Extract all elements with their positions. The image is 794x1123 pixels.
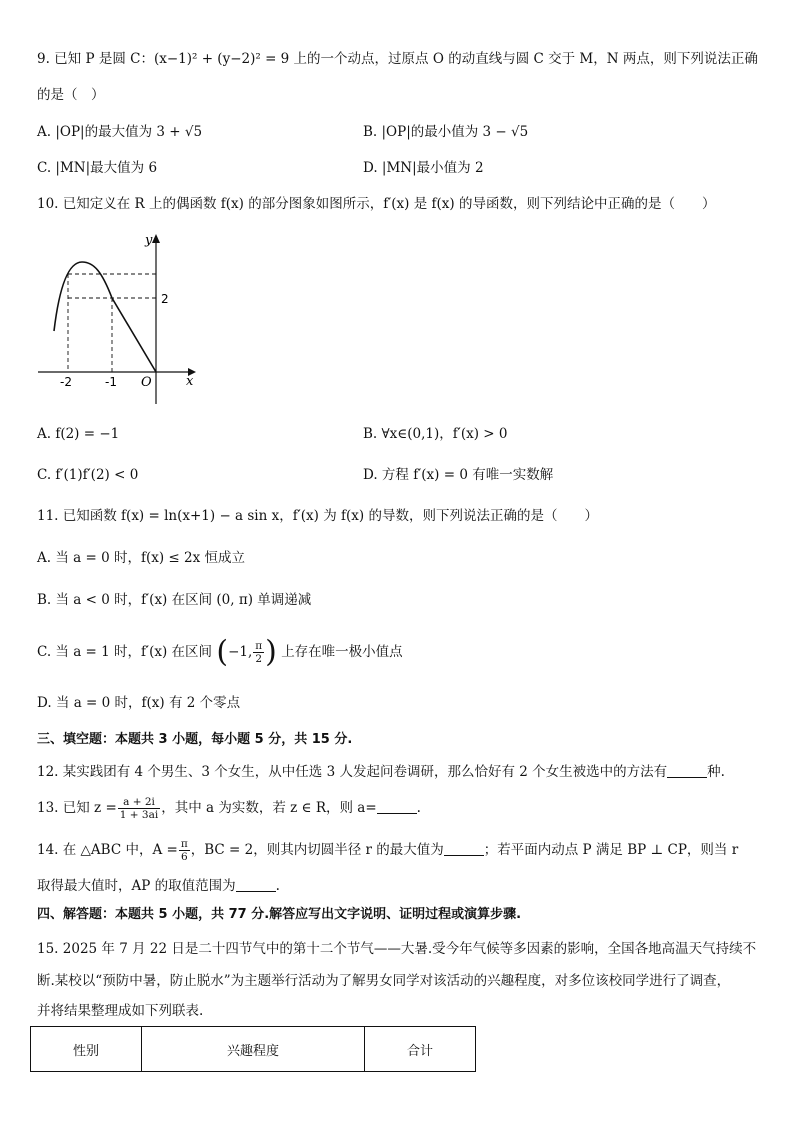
- q13-answer-blank: [377, 799, 417, 814]
- q14-text-mid2: ；若平面内动点 P 满足 BP ⊥ CP，则当 r: [483, 842, 739, 858]
- q9-stem-line1: 9. 已知 P 是圆 C：(x−1)² + (y−2)² = 9 上的一个动点，过原点 O 的动直线与圆 C 交于 M，N 两点，则下列说法正确: [37, 51, 758, 67]
- x-axis-label: x: [186, 374, 194, 389]
- q10-option-c: C. f′(1)f′(2) < 0: [37, 467, 139, 483]
- origin-label: O: [141, 375, 152, 390]
- q14-text-line2: 取得最大值时，AP 的取值范围为: [37, 878, 236, 894]
- q11-option-c-fraction: [253, 640, 264, 665]
- x-tick-label-neg1: -1: [105, 375, 117, 389]
- paren-right: ): [265, 634, 277, 670]
- y-axis-arrow-icon: [152, 234, 160, 243]
- q9-option-b: B. |OP|的最小值为 3 − √5: [363, 124, 529, 140]
- q11-option-c-pre: C. 当 a = 1 时，f′(x) 在区间: [37, 644, 213, 660]
- q12-text-end: 种.: [707, 764, 725, 780]
- q13-text: 13. 已知 z =: [37, 800, 117, 816]
- q11-option-c: [37, 636, 403, 668]
- q14-fraction: [179, 838, 190, 863]
- q15-line3: 并将结果整理成如下列联表.: [37, 1003, 204, 1019]
- q14-answer-blank-1: [444, 841, 484, 856]
- section-4-heading: 四、解答题：本题共 5 小题，共 77 分.解答应写出文字说明、证明过程或演算步骤.: [37, 907, 522, 922]
- q11-option-c-interval-left: −1,: [228, 644, 253, 660]
- fraction-denominator: 6: [180, 851, 188, 863]
- table-header-row: [31, 1027, 476, 1072]
- q13-text-mid: ，其中 a 为实数，若 z ∈ R，则 a=: [161, 800, 377, 816]
- q12: [37, 763, 725, 781]
- y-axis-label: y: [145, 233, 153, 248]
- q15-line1: 15. 2025 年 7 月 22 日是二十四节气中的第十二个节气——大暑.受今年气候等多因素的影响，全国各地高温天气持续不: [37, 941, 757, 957]
- contingency-table: [30, 1026, 476, 1072]
- q12-answer-blank: [667, 763, 707, 778]
- q13-text-end: .: [416, 800, 421, 816]
- q14-text-end: .: [275, 878, 280, 894]
- table-header-interest: 兴趣程度: [142, 1027, 365, 1072]
- q9-option-a: A. |OP|的最大值为 3 + √5: [37, 124, 203, 140]
- function-curve: [54, 262, 156, 372]
- fraction-denominator: 1 + 3ai: [119, 809, 159, 821]
- q14-line2: [37, 877, 280, 895]
- q13: [37, 794, 421, 822]
- q14-text-mid: ，BC = 2，则其内切圆半径 r 的最大值为: [190, 842, 444, 858]
- q11-stem: 11. 已知函数 f(x) = ln(x+1) − a sin x，f′(x) 为 f(x) 的导数，则下列说法正确的是（ ）: [37, 508, 598, 524]
- q14-answer-blank-2: [236, 877, 276, 892]
- q13-fraction: [118, 796, 160, 821]
- paren-left: (: [216, 634, 229, 670]
- q9-stem-line2: 的是（ ）: [37, 87, 105, 103]
- q10-option-d: D. 方程 f′(x) = 0 有唯一实数解: [363, 467, 554, 483]
- q14-text: 14. 在 △ABC 中，A =: [37, 842, 178, 858]
- y-tick-label-2: 2: [161, 292, 169, 306]
- q11-option-c-post: 上存在唯一极小值点: [281, 644, 403, 660]
- table-header-gender: 性别: [31, 1027, 142, 1072]
- fraction-numerator: π: [255, 640, 263, 652]
- q11-option-b: B. 当 a < 0 时，f′(x) 在区间 (0, π) 单调递减: [37, 592, 312, 608]
- table-header-total: 合计: [365, 1027, 476, 1072]
- fraction-denominator: 2: [255, 653, 263, 665]
- q11-option-d: D. 当 a = 0 时，f(x) 有 2 个零点: [37, 695, 241, 711]
- q10-option-b: B. ∀x∈(0,1)，f′(x) > 0: [363, 426, 508, 442]
- q15-line2: 断.某校以“预防中暑，防止脱水”为主题举行活动为了解男女同学对该活动的兴趣程度，对多位该校同学进行了调查，: [37, 973, 731, 989]
- q11-option-a: A. 当 a = 0 时，f(x) ≤ 2x 恒成立: [37, 550, 245, 566]
- q14-line1: [37, 836, 738, 864]
- q9-option-c: C. |MN|最大值为 6: [37, 160, 158, 176]
- fraction-numerator: π: [180, 838, 188, 850]
- q10-function-graph: [30, 226, 205, 406]
- section-3-heading: 三、填空题：本题共 3 小题，每小题 5 分，共 15 分.: [37, 732, 353, 747]
- fraction-numerator: a + 2i: [118, 796, 160, 809]
- q12-text: 12. 某实践团有 4 个男生、3 个女生，从中任选 3 人发起问卷调研，那么恰好有 2 个女生被选中的方法有: [37, 764, 668, 780]
- q10-stem: 10. 已知定义在 R 上的偶函数 f(x) 的部分图象如图所示，f′(x) 是 f(x) 的导函数，则下列结论中正确的是（ ）: [37, 196, 716, 212]
- q9-option-d: D. |MN|最小值为 2: [363, 160, 484, 176]
- x-tick-label-neg2: -2: [60, 375, 72, 389]
- q10-option-a: A. f(2) = −1: [37, 426, 120, 442]
